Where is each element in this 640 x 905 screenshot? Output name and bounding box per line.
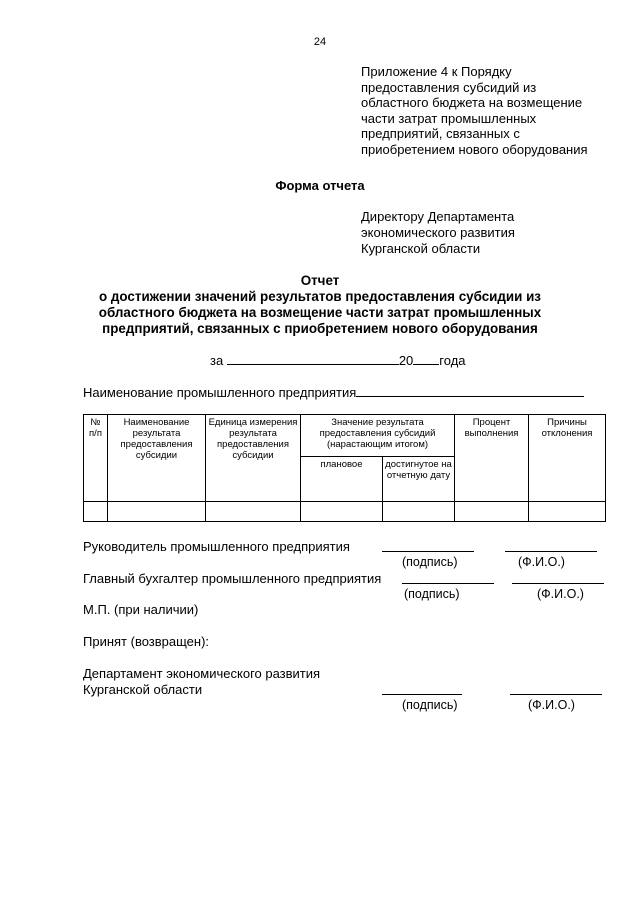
department-line: Курганской области xyxy=(83,682,203,697)
col-header-number: № п/п xyxy=(84,415,108,502)
head-name-caption: (Ф.И.О.) xyxy=(518,555,565,569)
department-sign-caption: (подпись) xyxy=(402,698,458,712)
seal-note: М.П. (при наличии) xyxy=(83,602,199,617)
accountant-name-line[interactable] xyxy=(512,583,604,584)
table-row xyxy=(84,501,606,521)
accountant-name-caption: (Ф.И.О.) xyxy=(537,587,584,601)
table-cell[interactable] xyxy=(383,501,455,521)
report-title-line: предприятий, связанных с приобретением нового оборудования xyxy=(102,321,538,336)
accountant-sign-caption: (подпись) xyxy=(404,587,460,601)
appendix-line: предоставления субсидий из xyxy=(361,79,537,95)
head-name-line[interactable] xyxy=(505,551,597,552)
period-prefix: за xyxy=(210,353,224,368)
department-name-caption: (Ф.И.О.) xyxy=(528,698,575,712)
accountant-label: Главный бухгалтер промышленного предприятия xyxy=(83,571,382,586)
report-period xyxy=(210,352,466,368)
col-header-percent: Процент выполнения xyxy=(455,415,529,502)
addressee-line: экономического развития xyxy=(361,225,515,240)
appendix-line: предприятий, связанных с xyxy=(361,126,520,141)
table-cell[interactable] xyxy=(529,501,606,521)
col-header-value: Значение результата предоставления субсидий (нарастающим итогом) xyxy=(301,415,455,457)
period-suffix: года xyxy=(439,353,466,368)
appendix-line: Приложение 4 к Порядку xyxy=(361,64,512,79)
head-label: Руководитель промышленного предприятия xyxy=(83,539,350,554)
accountant-signature-line[interactable] xyxy=(402,583,494,584)
appendix-line: приобретением нового оборудования xyxy=(361,141,588,157)
table-cell[interactable] xyxy=(206,501,301,521)
col-header-unit: Единица измерения результата предоставления субсидии xyxy=(206,415,301,502)
col-header-reasons: Причины отклонения xyxy=(529,415,606,502)
department-line: Департамент экономического развития xyxy=(83,666,321,681)
addressee xyxy=(361,209,515,257)
report-title xyxy=(0,273,640,337)
period-date-field[interactable] xyxy=(227,352,399,365)
head-sign-caption: (подпись) xyxy=(402,555,458,569)
col-header-name: Наименование результата предоставления субсидии xyxy=(108,415,206,502)
table-cell[interactable] xyxy=(455,501,529,521)
enterprise-label: Наименование промышленного предприятия xyxy=(83,385,357,400)
period-year-prefix: 20 xyxy=(398,353,414,368)
appendix-note xyxy=(361,64,588,157)
report-title-line: Отчет xyxy=(300,273,340,288)
department-signature-line[interactable] xyxy=(382,694,462,695)
col-header-achieved: достигнутое на отчетную дату xyxy=(383,457,455,501)
addressee-line: Директору Департамента xyxy=(361,209,515,224)
report-title-line: областного бюджета на возмещение части затрат промышленных xyxy=(98,305,542,320)
addressee-line: Курганской области xyxy=(361,241,481,256)
head-signature-line[interactable] xyxy=(382,551,474,552)
form-title: Форма отчета xyxy=(275,178,365,193)
department-name-line[interactable] xyxy=(510,694,602,695)
table-cell[interactable] xyxy=(301,501,383,521)
table-cell[interactable] xyxy=(84,501,108,521)
col-header-planned: плановое xyxy=(301,457,383,501)
enterprise-name-row xyxy=(83,384,584,400)
enterprise-name-field[interactable] xyxy=(356,384,584,397)
report-title-line: о достижении значений результатов предоставления субсидии из xyxy=(99,289,541,304)
appendix-line: части затрат промышленных xyxy=(361,110,537,126)
department-label xyxy=(83,666,320,698)
appendix-line: областного бюджета на возмещение xyxy=(361,95,583,110)
accepted-label: Принят (возвращен): xyxy=(83,634,210,649)
table-cell[interactable] xyxy=(108,501,206,521)
period-year-field[interactable] xyxy=(413,352,439,365)
page-number: 24 xyxy=(313,36,327,48)
report-table xyxy=(83,414,606,522)
